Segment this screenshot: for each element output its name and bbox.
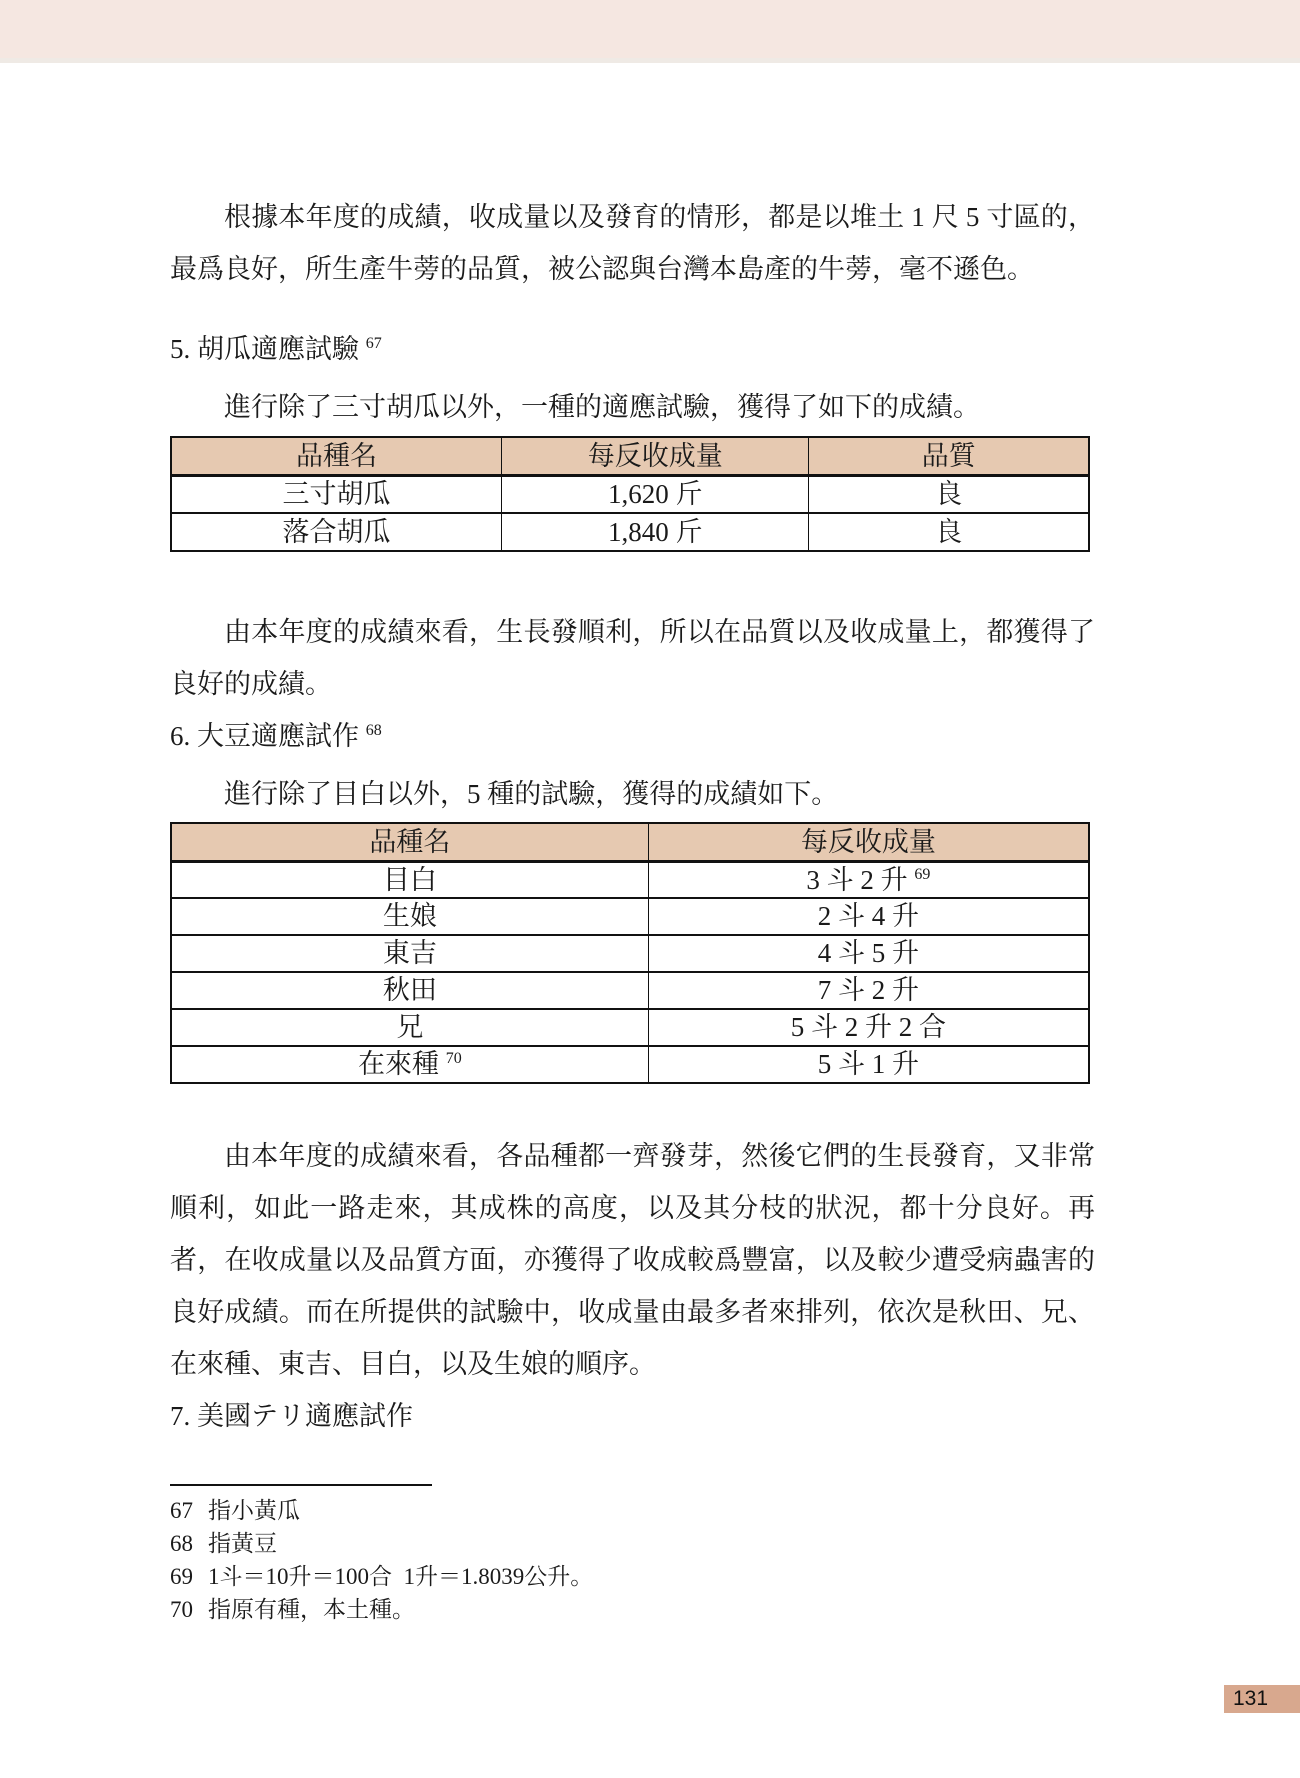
- cell-variety: 東吉: [171, 935, 648, 972]
- column-header-yield: 每反收成量: [501, 437, 809, 475]
- table-row: [171, 972, 1089, 1009]
- table-row: [171, 513, 1089, 551]
- footnote-ref-69: 69: [914, 865, 931, 883]
- footnote: [170, 1527, 1095, 1560]
- footnote-number: 68: [170, 1531, 193, 1556]
- footnote: [170, 1494, 1095, 1527]
- footnote-number: 69: [170, 1564, 193, 1589]
- body-paragraph-burdock: 根據本年度的成績，收成量以及發育的情形，都是以堆土 1 尺 5 寸區的，最爲良好，所生產牛蒡的品質，被公認與台灣本島產的牛蒡，毫不遜色。: [170, 202, 1095, 284]
- cell-yield: 2 斗 4 升: [648, 898, 1089, 935]
- column-header-quality: 品質: [809, 437, 1089, 475]
- cucumber-yield-table: [170, 436, 1090, 552]
- soybean-yield-table: [170, 822, 1090, 1084]
- section-heading-soybean: [170, 710, 1095, 762]
- footnote-ref-68: 68: [365, 722, 382, 739]
- section-heading-label: 6. 大豆適應試作: [170, 721, 359, 751]
- footnote-number: 67: [170, 1498, 193, 1523]
- table-row: [171, 1009, 1089, 1046]
- footnote-ref-67: 67: [365, 335, 382, 352]
- footnote: [170, 1560, 1095, 1593]
- cell-variety: 落合胡瓜: [171, 513, 501, 551]
- body-paragraph-cucumber-result: 由本年度的成績來看，生長發順利，所以在品質以及收成量上，都獲得了良好的成績。: [170, 617, 1095, 699]
- table-row: [171, 475, 1089, 513]
- footnotes-block: [170, 1484, 1095, 1626]
- footnote-list: [170, 1494, 1095, 1626]
- footnote-text: 1斗＝10升＝100合 1升＝1.8039公升。: [208, 1564, 594, 1589]
- column-header-variety: 品種名: [171, 437, 501, 475]
- footnote-number: 70: [170, 1597, 193, 1622]
- table-header-row: [171, 437, 1089, 475]
- footnote-text: 指小黃瓜: [208, 1498, 300, 1523]
- footnote-text: 指原有種，本土種。: [208, 1597, 415, 1622]
- table-row: [171, 935, 1089, 972]
- table-header-row: [171, 823, 1089, 861]
- page-content: [0, 191, 1300, 1626]
- cell-yield: 5 斗 1 升: [648, 1046, 1089, 1083]
- section-heading-cucumber: [170, 323, 1095, 375]
- body-paragraph-soybean-result: 由本年度的成績來看，各品種都一齊發芽，然後它們的生長發育，又非常順利，如此一路走來，其成株的高度，以及其分枝的狀況，都十分良好。再者，在收成量以及品質方面，亦獲得了收成較爲豐富，以及較少遭受病蟲害的良好成績。而在所提供的試驗中，收成量由最多者來排列，依次是秋田、兄、在來種、東吉、目白，以及生娘的順序。: [170, 1141, 1095, 1379]
- cell-yield: 1,840 斤: [501, 513, 809, 551]
- cell-quality: 良: [809, 513, 1089, 551]
- table-row: [171, 1046, 1089, 1083]
- table-row: [171, 861, 1089, 898]
- table-row: [171, 898, 1089, 935]
- page-number: 131: [1233, 1687, 1269, 1710]
- footnote-text: 指黃豆: [208, 1531, 277, 1556]
- cell-variety: 三寸胡瓜: [171, 475, 501, 513]
- column-header-yield: 每反收成量: [648, 823, 1089, 861]
- intro-soybean: 進行除了目白以外，5 種的試驗，獲得的成績如下。: [224, 779, 839, 809]
- cell-yield: 3 斗 2 升 $^{69}$: [648, 861, 1089, 898]
- cell-yield: 7 斗 2 升: [648, 972, 1089, 1009]
- cell-variety: 生娘: [171, 898, 648, 935]
- page-top-band: [0, 0, 1300, 63]
- footnote-separator-rule: [170, 1484, 432, 1486]
- footnote: [170, 1593, 1095, 1626]
- cell-yield: 1,620 斤: [501, 475, 809, 513]
- section-heading-label: 5. 胡瓜適應試驗: [170, 334, 359, 364]
- column-header-variety: 品種名: [171, 823, 648, 861]
- cell-yield: 4 斗 5 升: [648, 935, 1089, 972]
- cell-quality: 良: [809, 475, 1089, 513]
- cell-variety: 兄: [171, 1009, 648, 1046]
- footnote-ref-70: 70: [445, 1050, 462, 1068]
- page-number-badge: [1224, 1685, 1300, 1713]
- cell-yield: 5 斗 2 升 2 合: [648, 1009, 1089, 1046]
- cell-variety: 在來種 $^{70}$: [171, 1046, 648, 1083]
- section-heading-us-deli: 7. 美國テリ適應試作: [170, 1401, 413, 1431]
- cell-variety: 秋田: [171, 972, 648, 1009]
- intro-cucumber: 進行除了三寸胡瓜以外，一種的適應試驗，獲得了如下的成績。: [224, 392, 980, 422]
- cell-variety: 目白: [171, 861, 648, 898]
